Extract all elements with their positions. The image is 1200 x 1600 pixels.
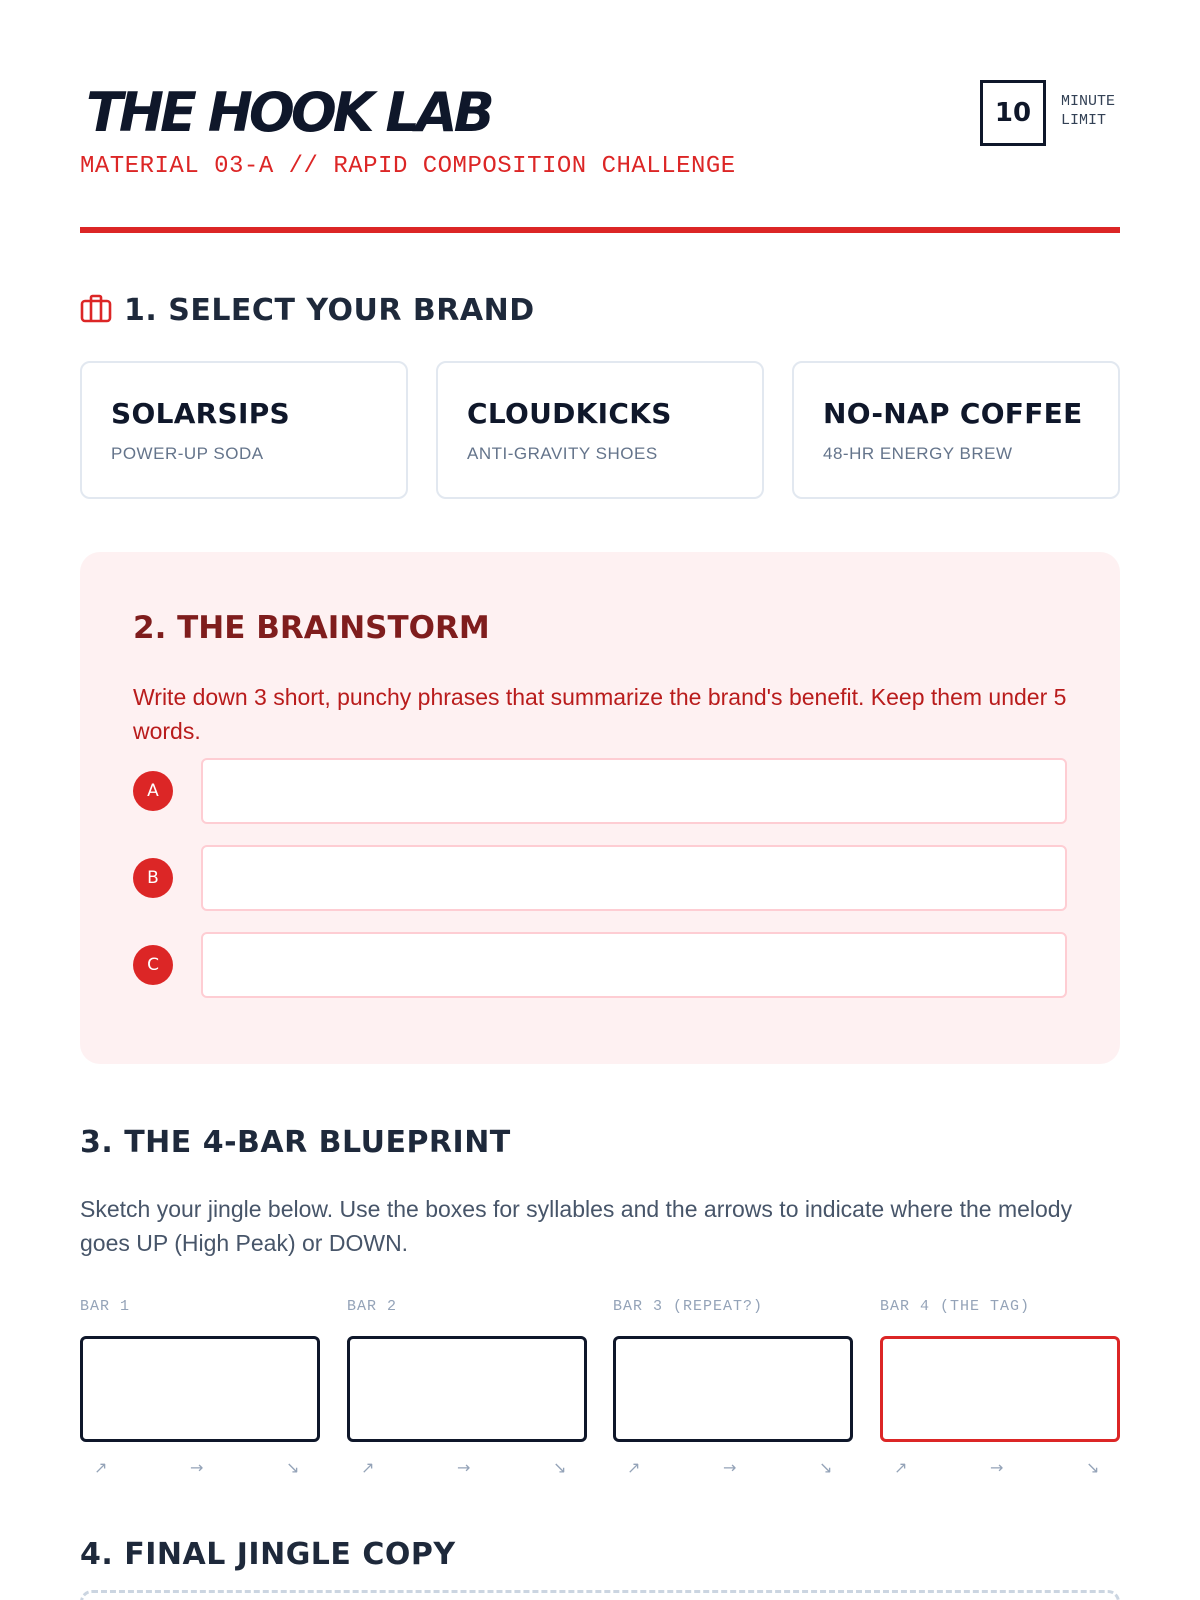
arrow-up-icon[interactable]: ↗ <box>94 1458 108 1477</box>
section-3-title: 3. THE 4-BAR BLUEPRINT <box>80 1125 511 1160</box>
section-1-heading <box>80 292 535 328</box>
arrow-right-icon[interactable]: → <box>990 1458 1004 1477</box>
bar-3-box[interactable] <box>613 1336 853 1442</box>
arrow-right-icon[interactable]: → <box>723 1458 737 1477</box>
bar-1-box[interactable] <box>80 1336 320 1442</box>
brainstorm-row-b <box>133 845 1067 911</box>
bar-2-box[interactable] <box>347 1336 587 1442</box>
bar-arrows <box>80 1458 320 1478</box>
bar-arrows <box>880 1458 1120 1478</box>
header-divider <box>80 227 1120 233</box>
row-badge: A <box>133 771 173 811</box>
bar-arrows <box>347 1458 587 1478</box>
bar-4-box[interactable] <box>880 1336 1120 1442</box>
brainstorm-row-a <box>133 758 1067 824</box>
bar-label: BAR 4 (THE TAG) <box>880 1298 1031 1315</box>
brand-options <box>80 361 1120 499</box>
arrow-up-icon[interactable]: ↗ <box>627 1458 641 1477</box>
bar-arrows <box>613 1458 853 1478</box>
final-jingle-box[interactable] <box>80 1590 1120 1600</box>
bar-4 <box>880 1298 1120 1478</box>
arrow-up-icon[interactable]: ↗ <box>361 1458 375 1477</box>
timer-label-line1: MINUTE <box>1061 93 1116 110</box>
arrow-right-icon[interactable]: → <box>457 1458 471 1477</box>
phrase-input-b[interactable] <box>201 845 1067 911</box>
brainstorm-instructions: Write down 3 short, punchy phrases that summarize the brand's benefit. Keep them under 5 words. <box>133 684 1067 744</box>
arrow-up-icon[interactable]: ↗ <box>894 1458 908 1477</box>
row-badge: B <box>133 858 173 898</box>
brand-description: 48-HR ENERGY BREW <box>823 444 1013 463</box>
brand-card-no-nap-coffee[interactable] <box>792 361 1120 499</box>
bar-3 <box>613 1298 853 1478</box>
brainstorm-panel <box>80 552 1120 1064</box>
bar-label: BAR 2 <box>347 1298 398 1315</box>
bar-1 <box>80 1298 320 1478</box>
brand-description: ANTI-GRAVITY SHOES <box>467 444 658 463</box>
row-badge: C <box>133 945 173 985</box>
section-4-title: 4. FINAL JINGLE COPY <box>80 1537 456 1572</box>
brand-card-cloudkicks[interactable] <box>436 361 764 499</box>
brand-description: POWER-UP SODA <box>111 444 264 463</box>
timer-label-line2: LIMIT <box>1061 112 1107 129</box>
section-2-title: 2. THE BRAINSTORM <box>133 610 490 646</box>
section-1-title: 1. SELECT YOUR BRAND <box>124 292 535 328</box>
briefcase-icon <box>80 292 124 328</box>
blueprint-instructions: Sketch your jingle below. Use the boxes for syllables and the arrows to indicate where the melody goes UP (High Peak) or DOWN. <box>80 1196 1073 1256</box>
brand-name: SOLARSIPS <box>111 397 291 430</box>
brand-card-solarsips[interactable] <box>80 361 408 499</box>
page-subtitle: MATERIAL 03-A // RAPID COMPOSITION CHALLENGE <box>80 153 736 180</box>
phrase-input-c[interactable] <box>201 932 1067 998</box>
arrow-right-icon[interactable]: → <box>190 1458 204 1477</box>
arrow-down-icon[interactable]: ↘ <box>553 1458 567 1477</box>
bar-label: BAR 3 (REPEAT?) <box>613 1298 764 1315</box>
arrow-down-icon[interactable]: ↘ <box>286 1458 300 1477</box>
timer-label <box>1061 92 1125 130</box>
header <box>80 78 1120 238</box>
bar-label: BAR 1 <box>80 1298 131 1315</box>
page-title: THE HOOK LAB <box>86 81 491 144</box>
brainstorm-row-c <box>133 932 1067 998</box>
brand-name: CLOUDKICKS <box>467 397 672 430</box>
bar-blueprint <box>80 1298 1120 1488</box>
phrase-input-a[interactable] <box>201 758 1067 824</box>
timer-value: 10 <box>980 80 1046 146</box>
arrow-down-icon[interactable]: ↘ <box>1086 1458 1100 1477</box>
brand-name: NO-NAP COFFEE <box>823 397 1083 430</box>
bar-2 <box>347 1298 587 1478</box>
arrow-down-icon[interactable]: ↘ <box>819 1458 833 1477</box>
